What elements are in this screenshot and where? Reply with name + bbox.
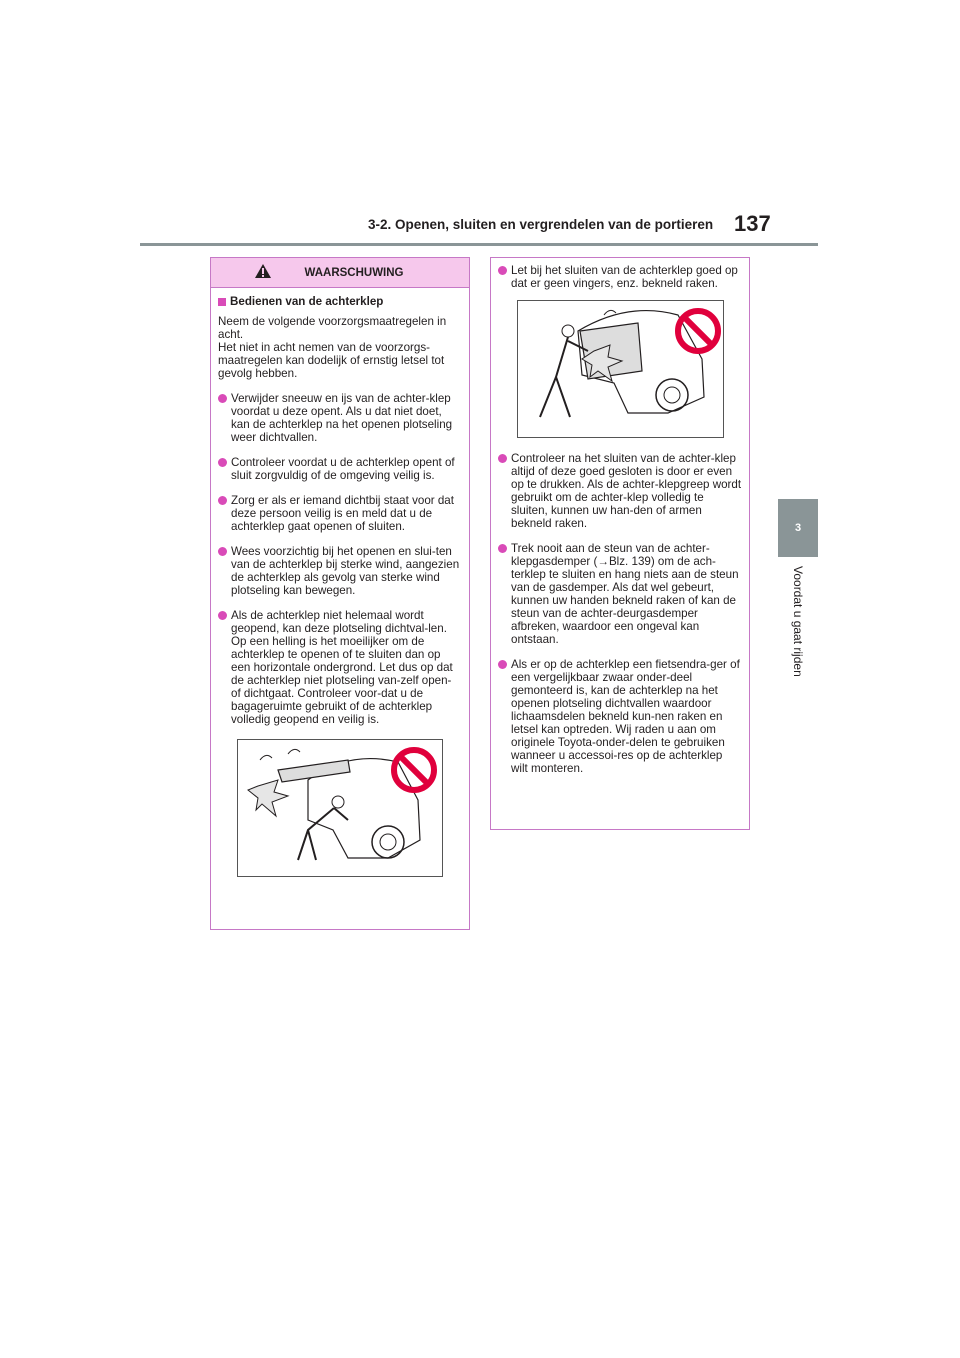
list-item: Als er op de achterklep een fietsendra-ger of een vergelijkbaar zwaar onder-deel gemonteerd is, kan de achterklep na het openen plotseling dichtvallen waardoor lichaamsdelen bekneld kun-nen raken en letsel kan optreden. Wij raden u aan om originele Toyota-onder-delen te gebruiken wanneer u accessoi-res op de achterklep wilt monteren. (498, 658, 742, 775)
list-item: Let bij het sluiten van de achterklep goed op dat er geen vingers, enz. bekneld raken. (498, 264, 742, 290)
bullet-dot-icon (498, 266, 507, 275)
chapter-tab[interactable] (778, 499, 818, 557)
warning-triangle-icon (254, 263, 272, 282)
bullet-dot-icon (218, 496, 227, 505)
list-item: Verwijder sneeuw en ijs van de achter-klep voordat u deze opent. Als u dat niet doet, kan de achterklep na het openen plotseling weer dichtvallen. (218, 392, 462, 444)
list-item: Als de achterklep niet helemaal wordt geopend, kan deze plotseling dichtval-len. Op een helling is het moeilijker om de achterklep te openen of te sluiten dan op een horizontale ondergrond. Let dus op dat de achterklep niet plotseling van-zelf open- of dichtgaat. Controleer voor-dat u de bagageruimte gebruikt of de achterklep volledig geopend en veilig is. (218, 609, 462, 726)
warning-content-left (211, 288, 469, 877)
prohibition-sign-icon (394, 750, 434, 790)
tailgate-pinch-illustration (517, 300, 724, 438)
warning-box (210, 257, 470, 930)
header-rule (140, 243, 818, 246)
square-bullet-icon (218, 298, 226, 306)
list-item: Controleer na het sluiten van de achter-klep altijd of deze goed gesloten is door er even op te drukken. Als de achter-klepgreep wordt gebruikt om de achter-klep volledig te sluiten, kunnen uw han-den of armen bekneld raken. (498, 452, 742, 530)
warning-content-right (491, 258, 749, 775)
section-title: 3-2. Openen, sluiten en vergrendelen van de portieren (368, 217, 714, 232)
warning-subheading: Bedienen van de achterklep (218, 295, 462, 308)
warning-intro: Neem de volgende voorzorgsmaatregelen in acht. Het niet in acht nemen van de voorzorgs-maatregelen kan dodelijk of ernstig letsel tot gevolg hebben. (218, 315, 447, 380)
tailgate-wind-illustration (237, 739, 443, 877)
chapter-title: Voordat u gaat rijden (791, 566, 805, 677)
page-number: 137 (734, 211, 771, 236)
list-item: Controleer voordat u de achterklep opent of sluit zorgvuldig of de omgeving veilig is. (218, 456, 462, 482)
chapter-number: 3 (794, 522, 802, 534)
list-item: Wees voorzichtig bij het openen en slui-ten van de achterklep bij sterke wind, aangezien de achterklep als gevolg van sterke wind plotseling kan bewegen. (218, 545, 462, 597)
list-item: Zorg er als er iemand dichtbij staat voor dat deze persoon veilig is en meld dat u de achterklep gaat openen of sluiten. (218, 494, 462, 533)
bullet-dot-icon (218, 458, 227, 467)
bullet-dot-icon (218, 611, 227, 620)
warning-label: WAARSCHUWING (304, 266, 404, 279)
list-item: Trek nooit aan de steun van de achter-klepgasdemper (→Blz. 139) om de ach-terklep te sluiten en hang niets aan de steun van de gasdemper. Als dat wel gebeurt, kunnen uw handen bekneld raken of kan de steun van de achter-deurgasdemper afbreken, waardoor een ongeval kan ontstaan. (498, 542, 742, 646)
bullet-dot-icon (218, 547, 227, 556)
bullet-dot-icon (498, 544, 507, 553)
warning-header (211, 258, 469, 288)
bullet-dot-icon (498, 660, 507, 669)
prohibition-sign-icon (678, 311, 718, 351)
bullet-dot-icon (218, 394, 227, 403)
bullet-dot-icon (498, 454, 507, 463)
warning-box-continued (490, 257, 750, 830)
